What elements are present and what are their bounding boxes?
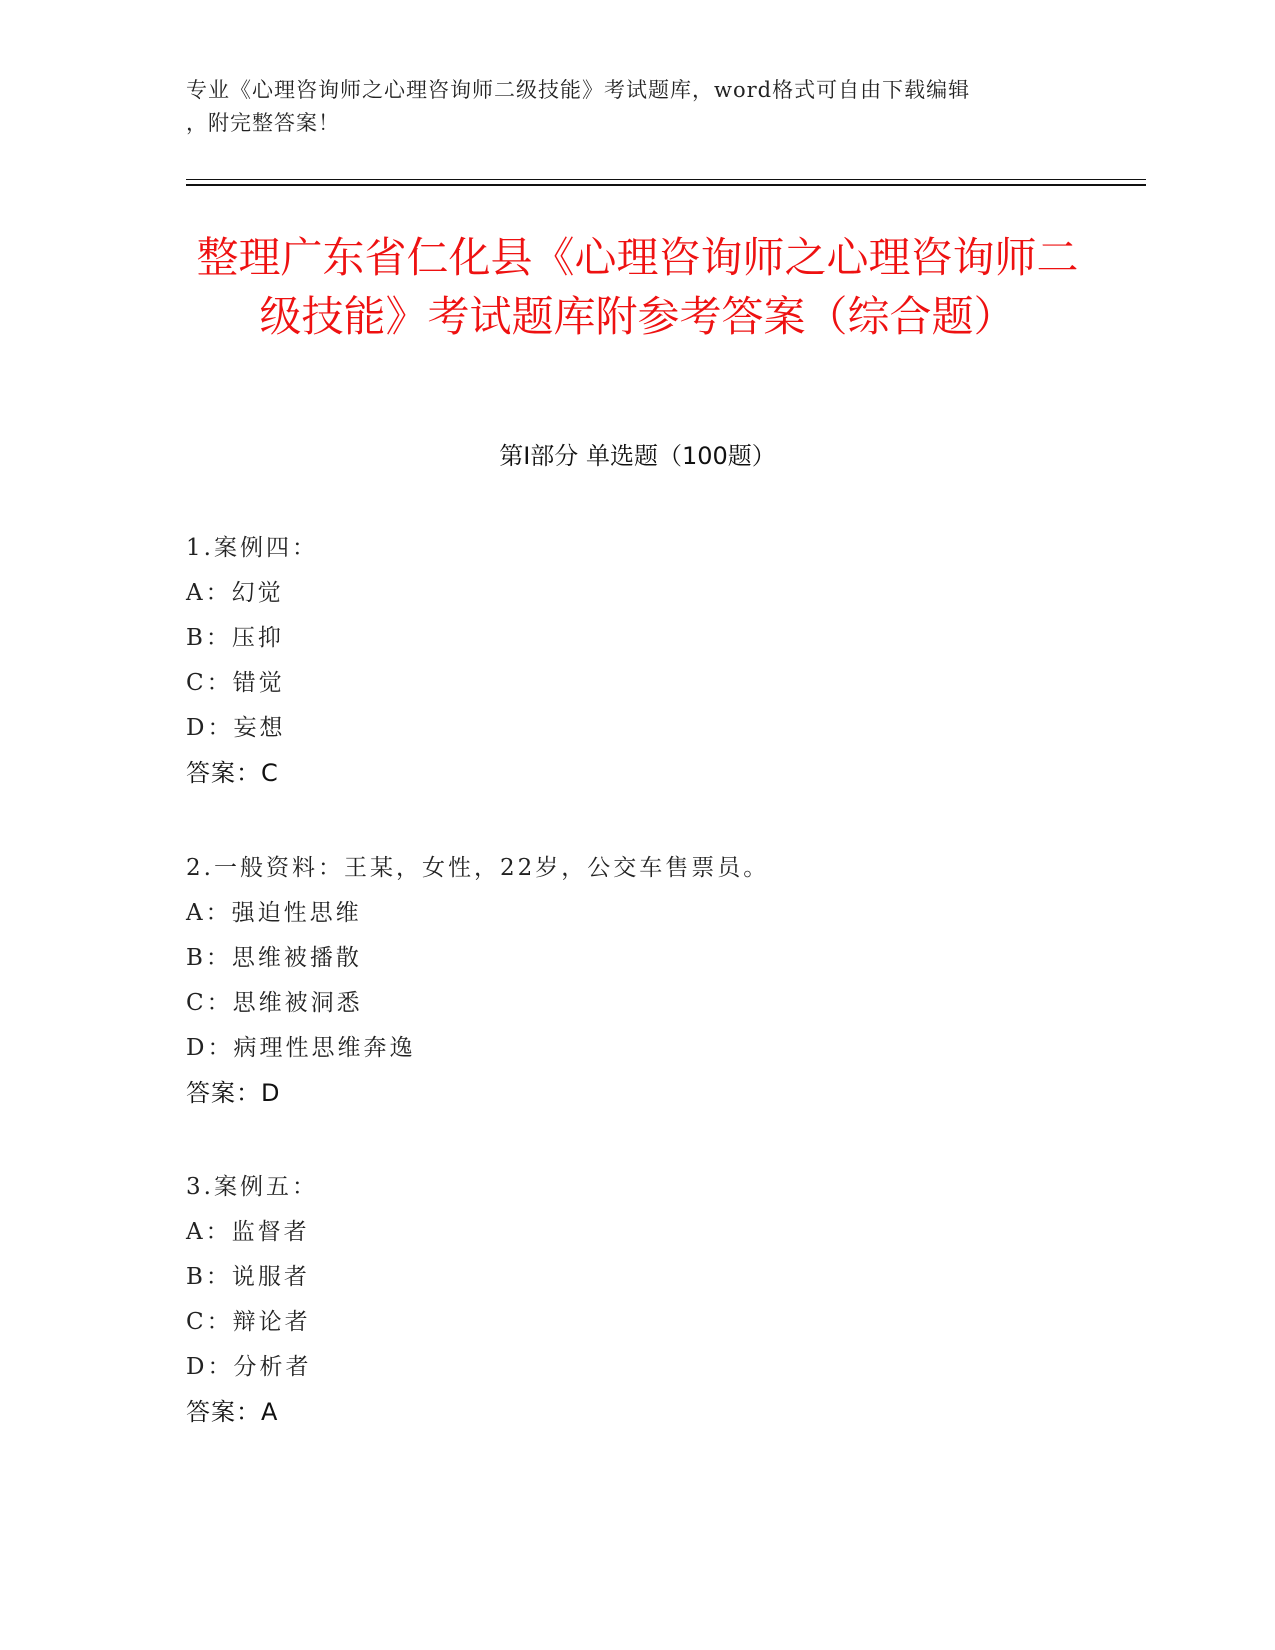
option-b: B：说服者	[186, 1264, 310, 1290]
answer-line: 答案：A	[186, 1398, 279, 1426]
question-item	[186, 846, 1086, 1116]
option-d: D：分析者	[186, 1354, 312, 1380]
question-item	[186, 526, 1086, 796]
question-item	[186, 1165, 1086, 1435]
header-note	[186, 74, 1086, 140]
option-d: D：病理性思维奔逸	[186, 1035, 416, 1061]
section-heading: 第Ⅰ部分 单选题（100题）	[499, 442, 776, 470]
option-c: C：思维被洞悉	[186, 990, 363, 1016]
option-c: C：辩论者	[186, 1309, 311, 1335]
question-stem: 3.案例五：	[186, 1174, 318, 1200]
question-stem: 1.案例四：	[186, 535, 318, 561]
document-title: 整理广东省仁化县《心理咨询师之心理咨询师二级技能》考试题库附参考答案（综合题）	[196, 233, 1079, 341]
question-stem: 2.一般资料：王某，女性，22岁，公交车售票员。	[186, 855, 770, 881]
option-b: B：思维被播散	[186, 945, 362, 971]
header-note-line-2: ，附完整答案！	[186, 111, 340, 135]
option-c: C：错觉	[186, 670, 285, 696]
option-a: A：监督者	[186, 1219, 310, 1245]
option-b: B：压抑	[186, 625, 284, 651]
header-divider-thin	[186, 179, 1146, 180]
header-note-line-1: 专业《心理咨询师之心理咨询师二级技能》考试题库，word格式可自由下载编辑	[186, 78, 971, 102]
answer-line: 答案：C	[186, 759, 279, 787]
option-a: A：强迫性思维	[186, 900, 362, 926]
answer-line: 答案：D	[186, 1079, 281, 1107]
header-divider-thick	[186, 184, 1146, 186]
option-a: A：幻觉	[186, 580, 284, 606]
option-d: D：妄想	[186, 715, 286, 741]
